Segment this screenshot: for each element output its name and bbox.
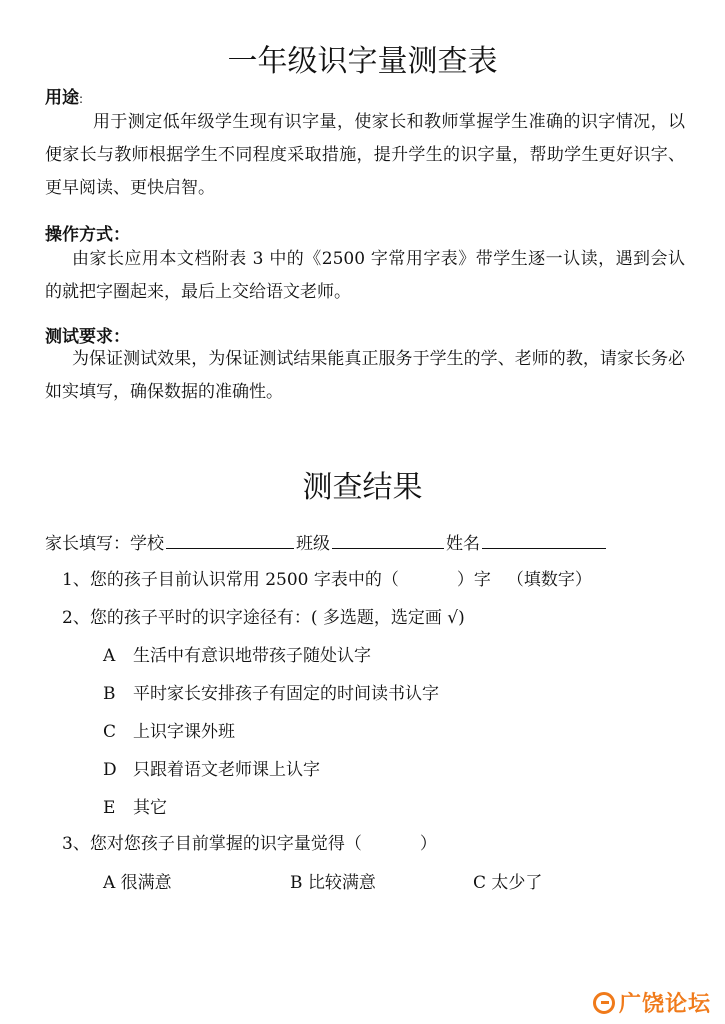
q3-option-c[interactable]: C 太少了 <box>473 873 543 893</box>
q3-option-a[interactable]: A 很满意 <box>103 873 172 893</box>
page-title: 一年级识字量测查表 <box>227 44 498 79</box>
q2-option-text: 只跟着语文老师课上认字 <box>133 760 320 780</box>
q2-option[interactable] <box>103 719 235 745</box>
watermark-logo-icon <box>593 992 615 1014</box>
q2-option[interactable] <box>103 681 439 707</box>
purpose-label-colon: : <box>79 92 84 106</box>
question-3 <box>62 831 437 857</box>
q2-option-letter: C <box>103 722 117 742</box>
q2-option-letter: E <box>103 798 116 818</box>
watermark-logo <box>593 987 711 1018</box>
q2-option-letter: B <box>103 684 116 704</box>
requirements-text: 为保证测试效果，为保证测试结果能真正服务于学生的学、老师的教，请家长务必如实填写，确保数据的准确性。 <box>45 349 685 402</box>
name-label: 姓名 <box>446 534 480 554</box>
q2-option-text: 生活中有意识地带孩子随处认字 <box>133 646 371 666</box>
name-blank[interactable] <box>482 530 606 549</box>
method-text: 由家长应用本文档附表 3 中的《2500 字常用字表》带学生逐一认读，遇到会认的就把字圈起来，最后上交给语文老师。 <box>45 249 685 302</box>
q2-option-text: 上识字课外班 <box>133 722 235 742</box>
q2-option-letter: D <box>103 760 117 780</box>
q2-option-text: 其它 <box>133 798 167 818</box>
q1-suffix: ）字 <box>456 570 491 590</box>
school-label: 家长填写：学校 <box>45 534 164 554</box>
method-label: 操作方式： <box>45 225 130 245</box>
q1-note: （填数字） <box>506 570 592 590</box>
requirements-label: 测试要求： <box>45 327 130 347</box>
q2-option[interactable] <box>103 795 167 821</box>
question-2: 2、您的孩子平时的识字途径有：( 多选题，选定画 √) <box>62 608 465 628</box>
purpose-label-text: 用途 <box>45 88 79 108</box>
q1-prefix: 1、您的孩子目前认识常用 2500 字表中的（ <box>62 570 399 590</box>
q2-option-letter: A <box>103 646 116 666</box>
purpose-text: 用于测定低年级学生现有识字量，使家长和教师掌握学生准确的识字情况，以便家长与教师根据学生不同程度采取措施，提升学生的识字量，帮助学生更好识字、更早阅读、更快启智。 <box>45 112 685 198</box>
q3-suffix: ） <box>419 834 437 854</box>
q2-option[interactable] <box>103 643 371 669</box>
q2-option[interactable] <box>103 757 320 783</box>
q2-option-text: 平时家长安排孩子有固定的时间读书认字 <box>133 684 439 704</box>
school-blank[interactable] <box>166 530 294 549</box>
q3-prefix: 3、您对您孩子目前掌握的识字量觉得（ <box>62 834 362 854</box>
class-blank[interactable] <box>332 530 444 549</box>
watermark-text: 广饶论坛 <box>618 992 711 1017</box>
class-label: 班级 <box>296 534 330 554</box>
parent-info-row <box>45 530 608 557</box>
q3-option-b[interactable]: B 比较满意 <box>290 873 376 893</box>
results-title: 测查结果 <box>302 470 423 505</box>
question-1 <box>62 567 592 593</box>
